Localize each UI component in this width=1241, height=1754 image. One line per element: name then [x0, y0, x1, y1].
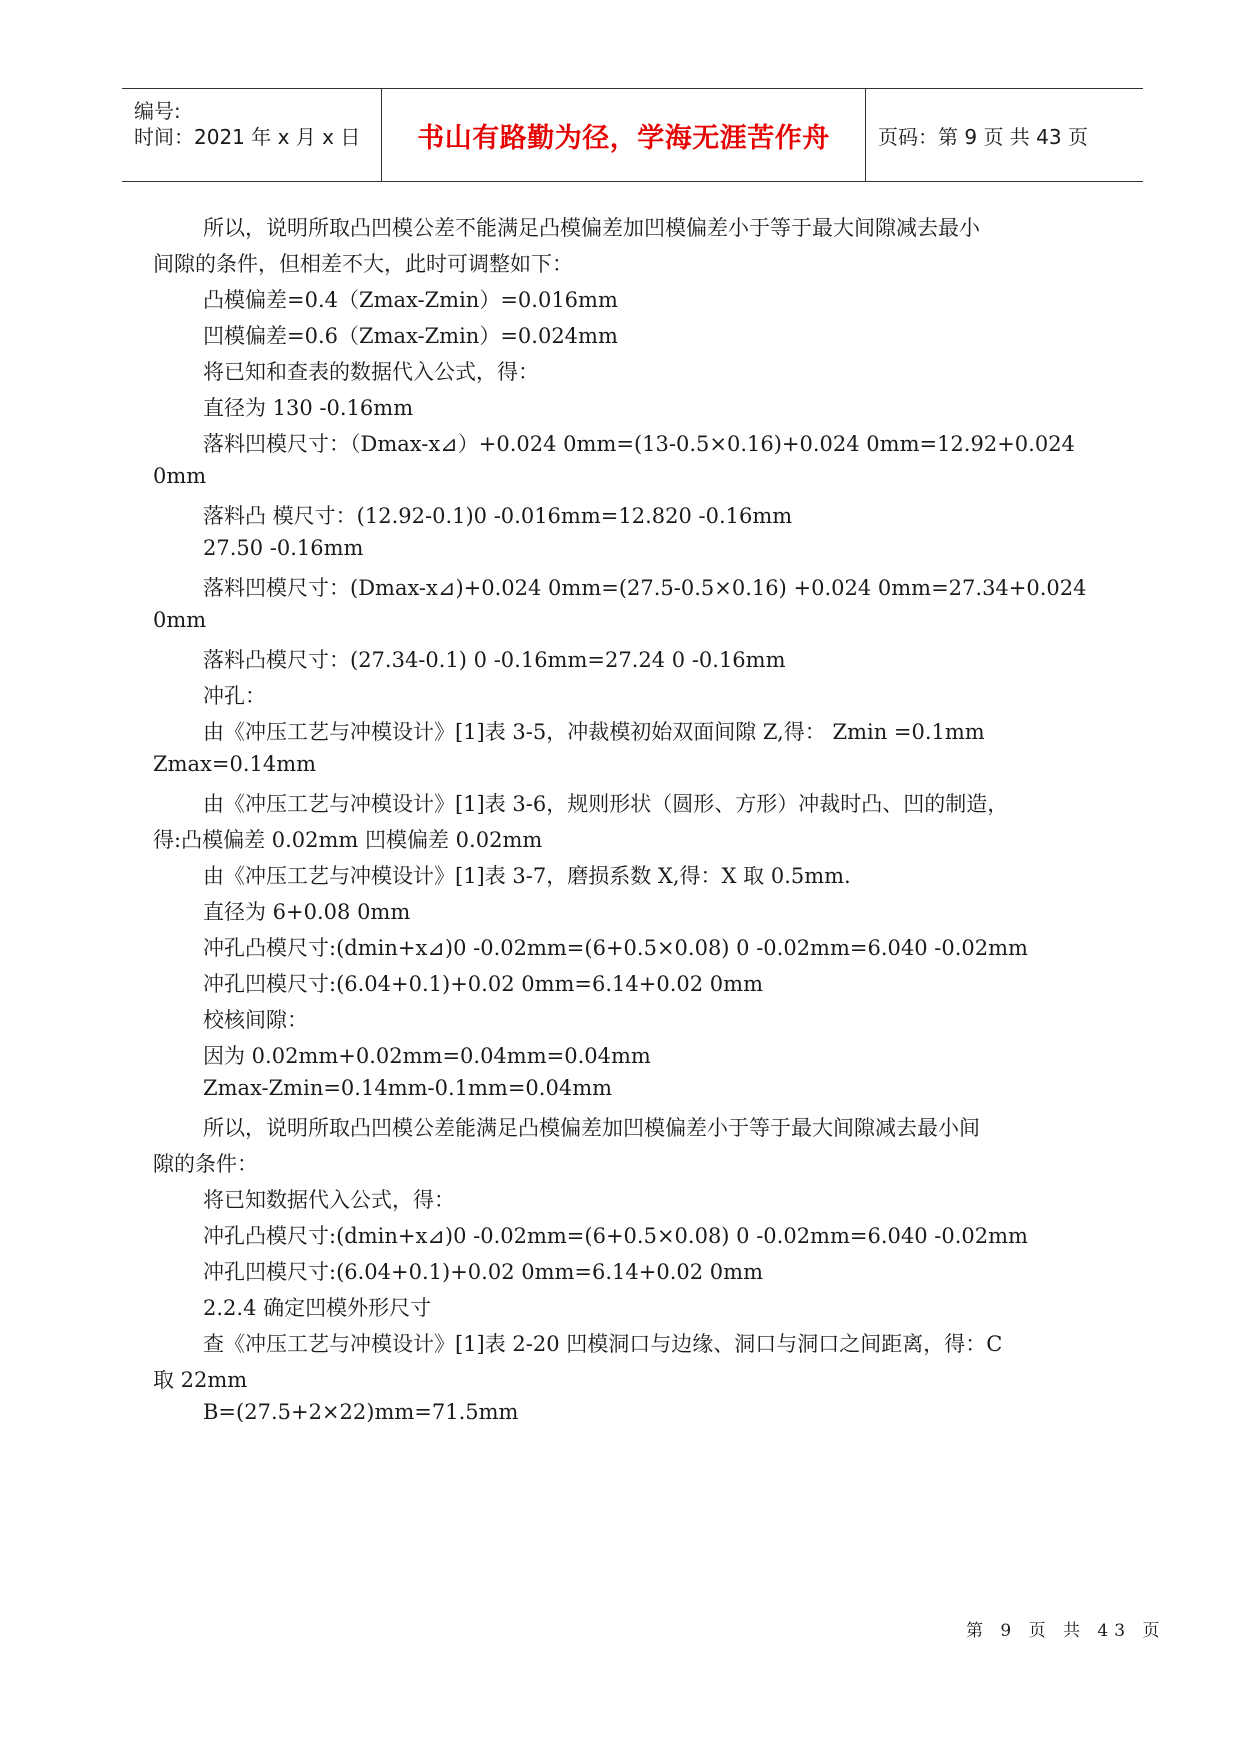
- header-meta-cell: [122, 89, 381, 181]
- paragraph-line: 落料凸 模尺寸：(12.92-0.1)0 -0.016mm=12.820 -0.16mm: [203, 504, 793, 528]
- paragraph-line: 直径为 6+0.08 0mm: [203, 900, 411, 924]
- paragraph-line: 落料凹模尺寸：(Dmax-x⊿)+0.024 0mm=(27.5-0.5×0.16) +0.024 0mm=27.34+0.024: [203, 576, 1087, 600]
- paragraph-line: Zmax-Zmin=0.14mm-0.1mm=0.04mm: [203, 1076, 613, 1100]
- paragraph-line: 因为 0.02mm+0.02mm=0.04mm=0.04mm: [203, 1044, 651, 1068]
- page-footer: 第 9 页 共 43 页: [966, 1621, 1166, 1641]
- paragraph-line: 冲孔凸模尺寸:(dmin+x⊿)0 -0.02mm=(6+0.5×0.08) 0 -0.02mm=6.040 -0.02mm: [203, 1224, 1028, 1248]
- page-header: [122, 88, 1143, 182]
- paragraph-line: 冲孔凸模尺寸:(dmin+x⊿)0 -0.02mm=(6+0.5×0.08) 0 -0.02mm=6.040 -0.02mm: [203, 936, 1028, 960]
- paragraph-line: 将已知数据代入公式，得：: [203, 1188, 455, 1212]
- paragraph-line: Zmax=0.14mm: [153, 752, 317, 776]
- paragraph-line: 由《冲压工艺与冲模设计》[1]表 3-7，磨损系数 X,得：X 取 0.5mm.: [203, 864, 851, 888]
- document-number-label: 编号:: [134, 99, 181, 123]
- paragraph-line: B=(27.5+2×22)mm=71.5mm: [203, 1400, 519, 1424]
- paragraph-line: 校核间隙：: [203, 1008, 308, 1032]
- paragraph-line: 冲孔凹模尺寸:(6.04+0.1)+0.02 0mm=6.14+0.02 0mm: [203, 972, 763, 996]
- paragraph-line: 由《冲压工艺与冲模设计》[1]表 3-5，冲裁模初始双面间隙 Z,得： Zmin =0.1mm: [203, 720, 985, 744]
- paragraph-line: 隙的条件：: [153, 1152, 258, 1176]
- motto-text: 书山有路勤为径，学海无涯苦作舟: [417, 122, 830, 154]
- paragraph-line: 0mm: [153, 608, 207, 632]
- paragraph-line: 凹模偏差=0.6（Zmax-Zmin）=0.024mm: [203, 324, 618, 348]
- paragraph-line: 凸模偏差=0.4（Zmax-Zmin）=0.016mm: [203, 288, 618, 312]
- paragraph-line: 间隙的条件，但相差不大，此时可调整如下：: [153, 252, 573, 276]
- paragraph-line: 查《冲压工艺与冲模设计》[1]表 2-20 凹模洞口与边缘、洞口与洞口之间距离，得：C: [203, 1332, 1003, 1356]
- header-page-cell: [866, 89, 1143, 181]
- header-page-info: 页码：第 9 页 共 43 页: [878, 124, 1088, 149]
- paragraph-line: 直径为 130 -0.16mm: [203, 396, 414, 420]
- document-time-label: 时间：2021 年 x 月 x 日: [134, 125, 361, 149]
- paragraph-line: 将已知和查表的数据代入公式，得：: [203, 360, 539, 384]
- section-heading: 2.2.4 确定凹模外形尺寸: [203, 1296, 432, 1320]
- header-motto-cell: [381, 89, 866, 181]
- paragraph-line: 落料凹模尺寸：（Dmax-x⊿）+0.024 0mm=(13-0.5×0.16)+0.024 0mm=12.92+0.024: [203, 432, 1075, 456]
- paragraph-line: 所以，说明所取凸凹模公差能满足凸模偏差加凹模偏差小于等于最大间隙减去最小间: [203, 1116, 980, 1140]
- paragraph-line: 落料凸模尺寸：(27.34-0.1) 0 -0.16mm=27.24 0 -0.16mm: [203, 648, 786, 672]
- paragraph-line: 冲孔凹模尺寸:(6.04+0.1)+0.02 0mm=6.14+0.02 0mm: [203, 1260, 763, 1284]
- paragraph-line: 所以，说明所取凸凹模公差不能满足凸模偏差加凹模偏差小于等于最大间隙减去最小: [203, 216, 980, 240]
- paragraph-line: 由《冲压工艺与冲模设计》[1]表 3-6，规则形状（圆形、方形）冲裁时凸、凹的制造，: [203, 792, 1009, 816]
- paragraph-line: 27.50 -0.16mm: [203, 536, 364, 560]
- paragraph-line: 冲孔：: [203, 684, 266, 708]
- paragraph-line: 得:凸模偏差 0.02mm 凹模偏差 0.02mm: [153, 828, 543, 852]
- paragraph-line: 取 22mm: [153, 1368, 248, 1392]
- paragraph-line: 0mm: [153, 464, 207, 488]
